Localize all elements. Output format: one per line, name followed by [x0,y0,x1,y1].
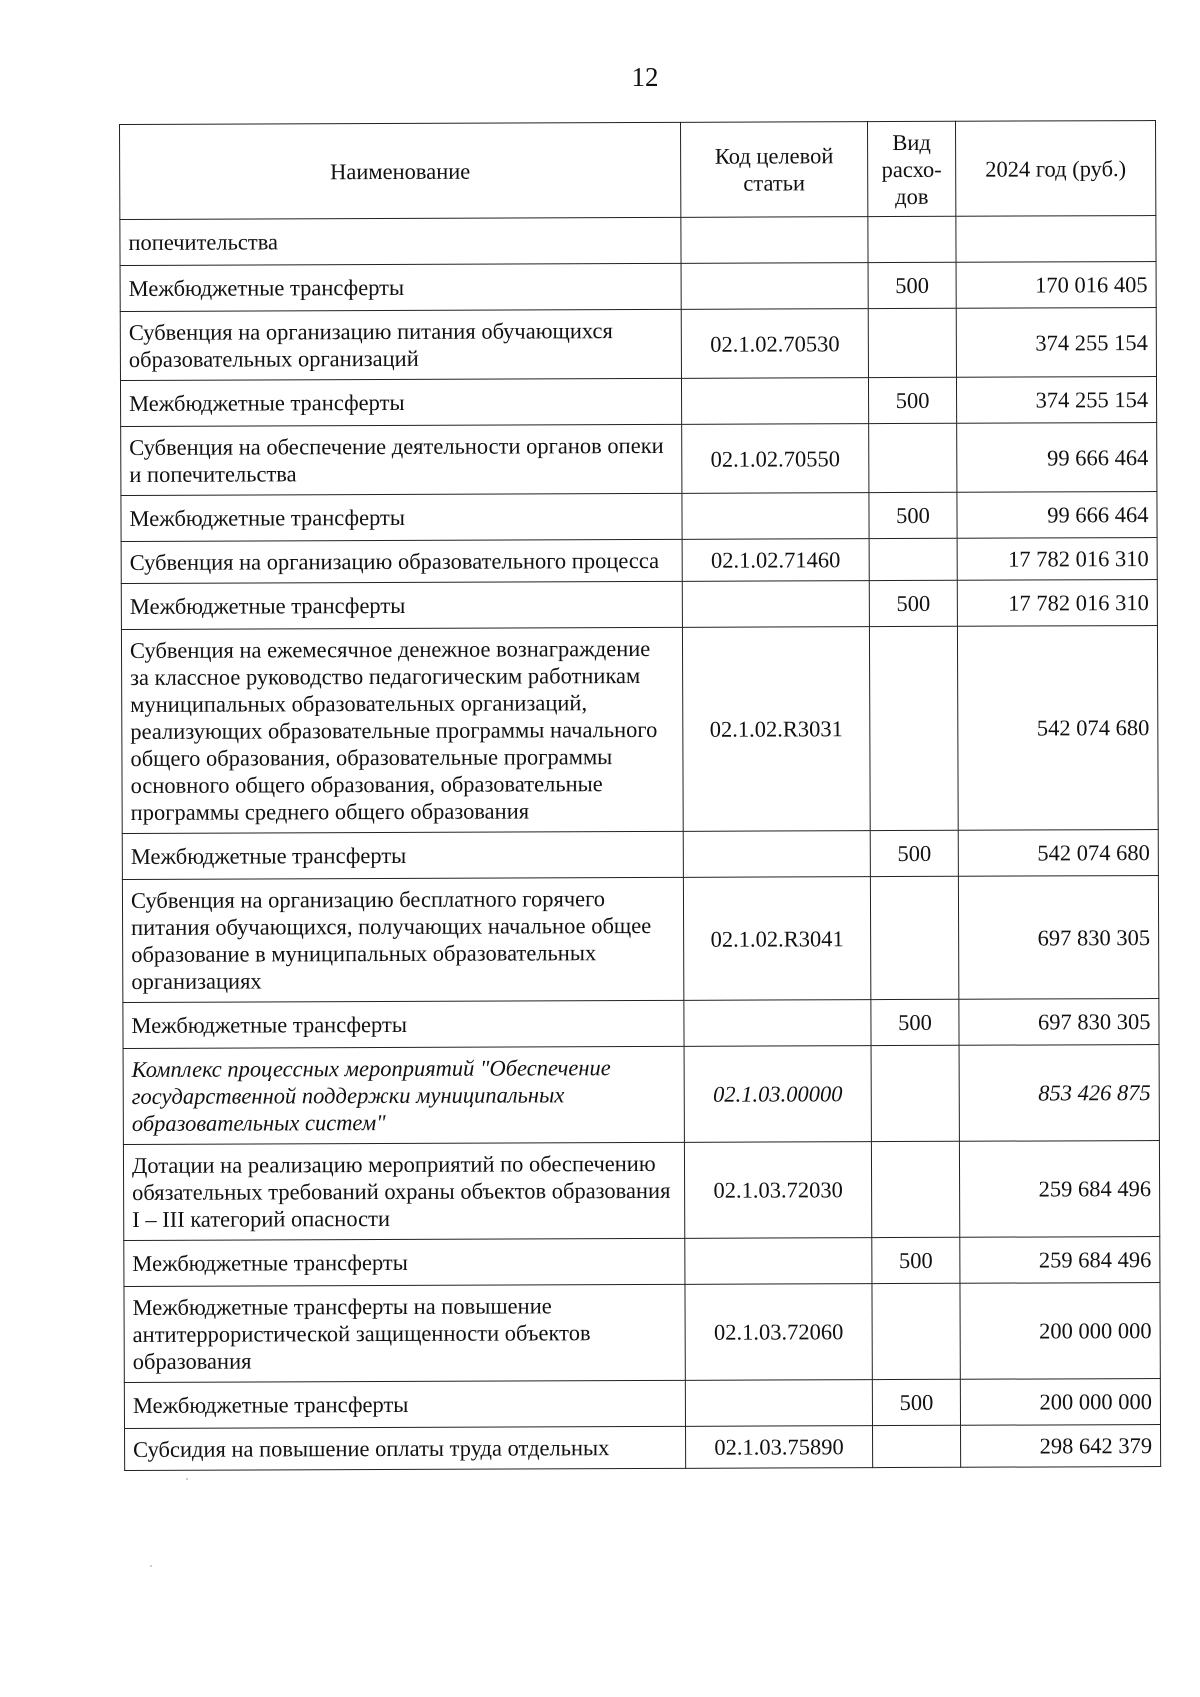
table-row [125,1425,1161,1471]
scan-speck [150,1565,152,1567]
cell-name: Межбюджетные трансферты [123,1000,684,1048]
cell-amount: 298 642 379 [961,1425,1161,1468]
cell-code: 02.1.02.71460 [682,539,869,582]
cell-name: Межбюджетные трансферты [124,1380,685,1428]
cell-kind: 500 [869,492,957,538]
cell-name: Межбюджетные трансферты [121,493,682,541]
cell-name: Субвенция на ежемесячное денежное вознаграждение за классное руководство педагогическим работникам муниципальных образовательных организаций, реализующих образовательные программы начального общего образования, образовательные программы основного общего образования, образовательные программы среднего общего образования [121,627,683,833]
cell-amount: 374 255 154 [956,308,1156,378]
table-row [124,1379,1160,1429]
cell-code [681,378,868,425]
cell-kind: 500 [870,830,958,876]
table-row [121,626,1158,834]
cell-code [685,1380,872,1427]
cell-amount: 170 016 405 [956,262,1156,309]
cell-kind [869,423,957,492]
cell-kind: 500 [868,262,956,308]
cell-name: Межбюджетные трансферты [120,378,681,426]
cell-name: Межбюджетные трансферты [120,263,681,311]
cell-amount: 99 666 464 [957,492,1157,539]
cell-kind [871,1141,959,1237]
cell-code: 02.1.02.70530 [681,309,868,379]
table-row [120,262,1156,312]
cell-kind: 500 [869,580,957,626]
cell-name: Субвенция на организацию питания обучающихся образовательных организаций [120,309,681,380]
table-row [120,216,1156,266]
cell-code: 02.1.02.70550 [682,424,869,494]
cell-name: Дотации на реализацию мероприятий по обеспечению обязательных требований охраны объектов образования I – III категорий опасности [123,1142,684,1240]
cell-kind: 500 [871,999,959,1045]
cell-name: Субсидия на повышение оплаты труда отдельных [125,1426,686,1470]
cell-amount: 99 666 464 [957,423,1157,493]
cell-name: попечительства [120,217,681,265]
cell-code [682,581,869,628]
cell-kind [868,216,956,262]
cell-amount: 697 830 305 [959,999,1159,1046]
cell-code: 02.1.02.R3041 [683,877,870,1001]
cell-kind [868,308,956,377]
cell-amount: 259 684 496 [959,1141,1159,1238]
cell-amount: 853 426 875 [959,1045,1159,1142]
cell-name: Межбюджетные трансферты на повышение антитеррористической защищенности объектов образования [124,1284,685,1382]
cell-amount: 542 074 680 [958,830,1158,877]
cell-kind [869,538,957,580]
scan-speck [186,1478,188,1480]
table-header [120,121,1156,220]
budget-table [119,120,1161,1471]
table-row [122,830,1158,880]
table-body [120,216,1161,1471]
cell-code: 02.1.03.72060 [685,1284,872,1381]
table-row [121,580,1157,630]
cell-name: Межбюджетные трансферты [122,831,683,879]
cell-code [682,493,869,540]
cell-amount: 200 000 000 [960,1283,1160,1380]
header-name: Наименование [120,122,681,219]
cell-kind: 500 [868,377,956,423]
cell-kind [869,626,958,830]
table-row [121,538,1157,584]
cell-amount: 697 830 305 [958,876,1158,1000]
cell-code [684,1000,871,1047]
table-row [120,377,1156,427]
cell-name: Субвенция на организацию бесплатного горячего питания обучающихся, получающих начальное общее образование в муниципальных образовательных организациях [122,877,683,1002]
cell-name: Комплекс процессных мероприятий "Обеспечение государственной поддержки муниципальных образовательных систем" [123,1046,684,1144]
cell-code [685,1238,872,1285]
table-row [123,999,1159,1049]
cell-kind [872,1283,960,1379]
cell-kind [873,1425,961,1467]
cell-name: Межбюджетные трансферты [121,581,682,629]
table-row [124,1237,1160,1287]
header-kind: Вид расхо-дов [867,121,955,216]
cell-kind [871,1045,959,1141]
cell-code [681,263,868,310]
cell-kind: 500 [872,1379,960,1425]
page-number: 12 [631,62,659,92]
cell-name: Субвенция на организацию образовательного процесса [121,539,682,583]
cell-amount: 200 000 000 [960,1379,1160,1426]
cell-code: 02.1.03.75890 [686,1426,873,1469]
cell-amount [956,216,1156,263]
cell-amount: 374 255 154 [956,377,1156,424]
cell-amount: 17 782 016 310 [957,538,1157,581]
cell-name: Субвенция на обеспечение деятельности органов опеки и попечительства [121,424,682,495]
table-row [123,1141,1159,1241]
cell-code [681,217,868,264]
cell-name: Межбюджетные трансферты [124,1238,685,1286]
header-code: Код целевой статьи [680,122,867,218]
cell-kind [870,876,958,999]
cell-code: 02.1.03.72030 [684,1142,871,1239]
header-amount: 2024 год (руб.) [955,121,1155,217]
cell-code: 02.1.03.00000 [684,1046,871,1143]
table-row [124,1283,1160,1383]
cell-kind: 500 [872,1237,960,1283]
table-row [123,1045,1159,1145]
table-row [121,423,1157,496]
cell-amount: 259 684 496 [960,1237,1160,1284]
cell-code: 02.1.02.R3031 [682,627,870,832]
table-row [121,492,1157,542]
cell-amount: 542 074 680 [957,626,1158,831]
table-row [122,876,1158,1003]
table-row [120,308,1156,381]
cell-code [683,831,870,878]
cell-amount: 17 782 016 310 [957,580,1157,627]
